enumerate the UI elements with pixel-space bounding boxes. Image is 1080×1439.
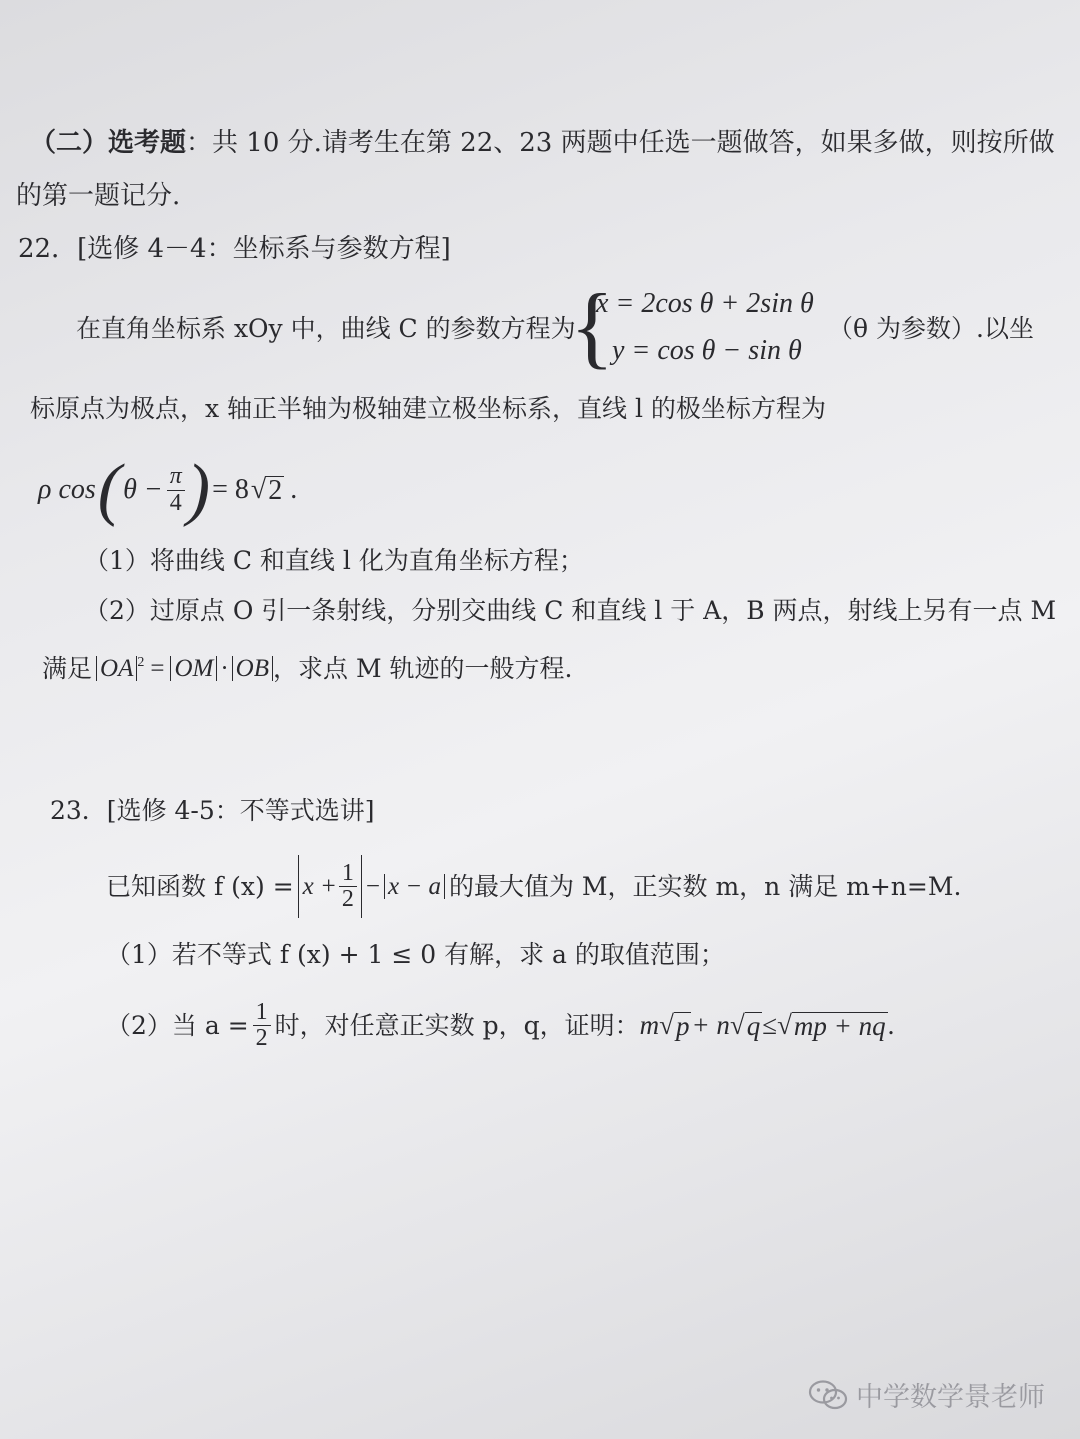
abs-om: OM	[170, 656, 217, 681]
section-intro-line2: 的第一题记分.	[16, 181, 181, 211]
abs-oa: OA	[96, 656, 137, 681]
sqrt-symbol: √	[729, 1010, 745, 1041]
q23-header: 23．[选修 4-5：不等式选讲]	[50, 796, 375, 825]
q22-text1: 在直角坐标系 xOy 中，曲线 C 的参数方程为	[76, 314, 576, 343]
frac-num: 1	[253, 1000, 271, 1026]
equals: =	[150, 655, 165, 682]
radicand-mpnq: mp + nq	[793, 1010, 886, 1041]
polar-theta: θ −	[123, 474, 163, 505]
q22-polar-equation	[38, 451, 298, 528]
frac-num: π	[167, 464, 185, 490]
part2-pre: 满足	[42, 654, 93, 683]
sqrt-symbol: √	[777, 1010, 792, 1041]
q23-part2	[106, 1000, 894, 1051]
abs1-pre: x +	[302, 873, 337, 901]
q22-text2: 标原点为极点，x 轴正半轴为极轴建立极坐标系，直线 l 的极坐标方程为	[30, 394, 826, 423]
square-exponent: 2	[137, 655, 145, 670]
q22-header: 22．[选修 4－4：坐标系与参数方程]	[18, 234, 451, 264]
function-post: 的最大值为 M，正实数 m，n 满足 m+n=M.	[448, 872, 962, 902]
function-def: 已知函数 f (x) =	[106, 872, 294, 902]
abs-ob: OB	[232, 656, 273, 681]
part2-mid: 时，对任意正实数 p，q，证明：	[274, 1011, 640, 1041]
polar-lhs: ρ cos	[38, 474, 96, 505]
part2-pre: （2）当 a =	[106, 1011, 249, 1041]
half-fraction	[253, 1000, 271, 1051]
frac-den: 2	[255, 1025, 268, 1052]
q23-function-line	[106, 855, 961, 918]
radicand-p: p	[675, 1010, 690, 1041]
system-brace: {	[570, 275, 615, 377]
section-intro-line1	[30, 130, 1055, 156]
sqrt-symbol: √	[659, 1010, 674, 1041]
abs-x-minus-a: x − a	[384, 874, 445, 899]
section-intro-text: ：共 10 分.请考生在第 22、23 两题中任选一题做答，如果多做，则按所做	[186, 128, 1055, 158]
q22-eq-y: y = cos θ − sin θ	[612, 335, 802, 366]
frac-den: 2	[341, 886, 354, 913]
q23-part1: （1）若不等式 f (x) + 1 ≤ 0 有解，求 a 的取值范围；	[106, 940, 725, 969]
left-paren: (	[97, 451, 122, 528]
part2-end: .	[887, 1010, 895, 1041]
half-fraction	[339, 861, 357, 912]
frac-num: 1	[339, 861, 357, 887]
wechat-icon	[808, 1379, 848, 1411]
q22-part2-line2	[42, 656, 572, 681]
sqrt-symbol: √	[250, 474, 267, 505]
abs-x-plus-half	[298, 855, 362, 918]
q22-part1: （1）将曲线 C 和直线 l 化为直角坐标方程；	[84, 546, 584, 575]
right-paren: )	[186, 451, 211, 528]
watermark-text: 中学数学景老师	[856, 1382, 1045, 1413]
inequality	[640, 1012, 895, 1040]
polar-end: .	[290, 474, 298, 505]
sqrt-radicand: 2	[268, 474, 283, 506]
minus: −	[365, 873, 380, 901]
plus-n: + n	[691, 1010, 730, 1041]
frac-den: 4	[169, 489, 182, 516]
dot: ·	[220, 655, 229, 682]
radicand-q: q	[746, 1010, 761, 1041]
le-sign: ≤	[762, 1010, 778, 1041]
part2-post: ，求点 M 轨迹的一般方程.	[273, 654, 573, 683]
pi-over-4-fraction	[167, 464, 185, 515]
coef-m: m	[639, 1010, 660, 1041]
polar-rhs: = 8	[212, 474, 249, 505]
q22-part2-line1: （2）过原点 O 引一条射线，分别交曲线 C 和直线 l 于 A，B 两点，射线上另有一点 M	[84, 596, 1057, 625]
q22-param-note: （θ 为参数）.以坐	[828, 314, 1034, 343]
section-title: （二）选考题	[30, 128, 187, 158]
q22-eq-x: x = 2cos θ + 2sin θ	[596, 288, 814, 319]
watermark	[808, 1375, 1045, 1414]
